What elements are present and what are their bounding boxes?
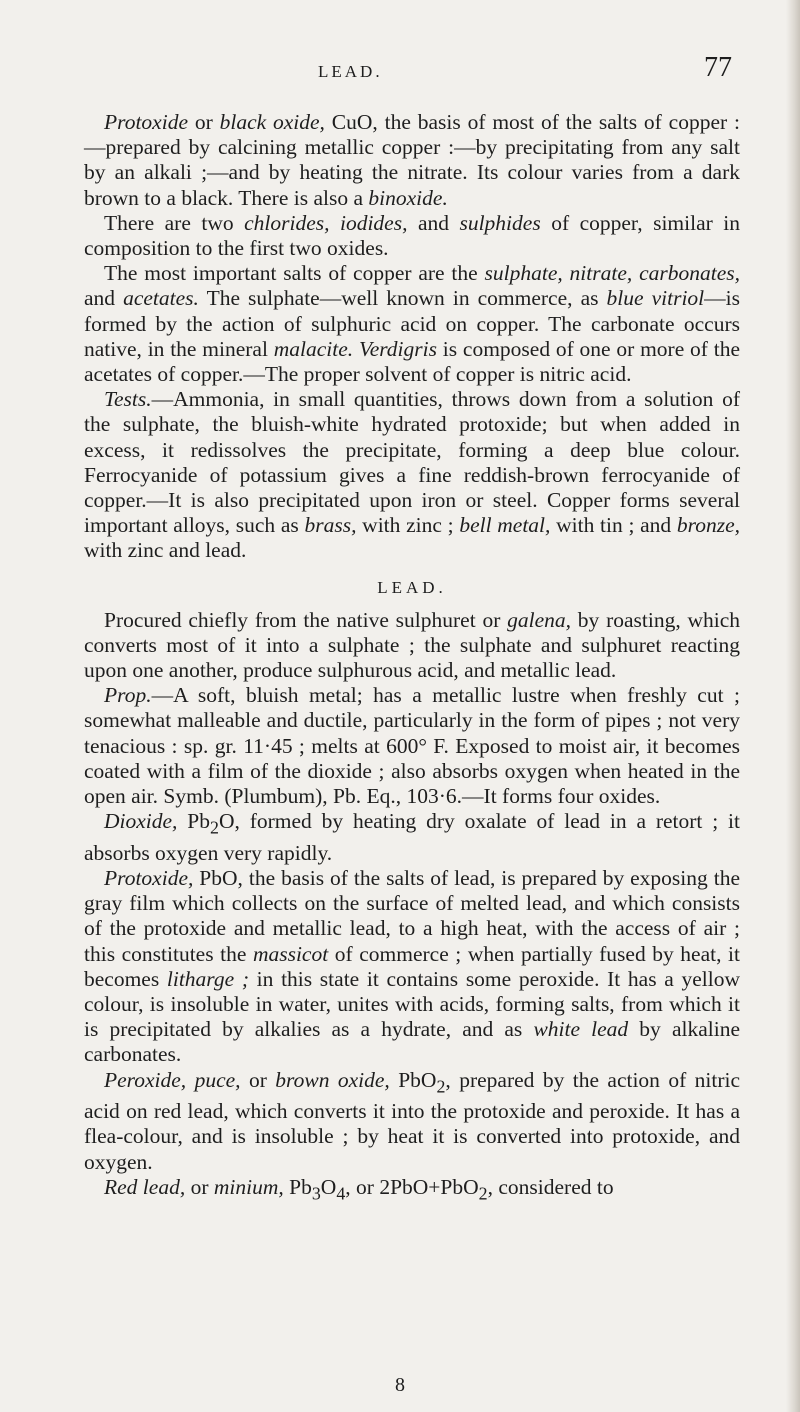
term-galena: galena, [507, 607, 572, 632]
term-red-lead: Red lead, [104, 1174, 186, 1199]
paragraph-red-lead [84, 1175, 740, 1207]
term-bronze: bronze, [676, 513, 740, 538]
subscript: 2 [210, 817, 219, 838]
term-tests: Tests. [104, 387, 152, 412]
term-litharge: litharge ; [166, 966, 250, 991]
text: PbO [389, 1067, 437, 1092]
text: is composed of one or more of the acetates of copper.—The proper solvent of copper is nitric acid. [84, 336, 741, 387]
text: or [240, 1067, 276, 1092]
text: , or 2PbO+PbO [345, 1174, 479, 1199]
paragraph-copper-salts [84, 261, 740, 387]
text: with zinc and lead. [84, 538, 247, 563]
term-sulphides: sulphides [459, 210, 541, 235]
signature-mark: 8 [395, 1374, 405, 1396]
text: O, formed by heating dry oxalate of lead in a retort ; it absorbs oxygen very rapidly. [84, 809, 741, 865]
text: of copper, similar in composition to the first two oxides. [84, 210, 741, 261]
term-dioxide: Dioxide, [104, 809, 178, 834]
term-brown-oxide: brown oxide, [275, 1067, 390, 1092]
paragraph-lead-dioxide [84, 809, 740, 866]
text: of commerce ; when partially fused by heat, it becomes [84, 941, 740, 991]
term-white-lead: white lead [533, 1017, 629, 1042]
paragraph-lead-procured [84, 608, 740, 684]
text: Procured chiefly from the native sulphuret or [104, 607, 508, 632]
term-blue-vitriol: blue vitriol [606, 286, 705, 311]
term-protoxide: Protoxide, [104, 865, 194, 890]
text: with zinc ; [356, 513, 460, 538]
paragraph-copper-protoxide [84, 110, 740, 211]
running-title: LEAD. [318, 62, 383, 81]
section-heading-lead: LEAD. [377, 577, 447, 597]
text: in this state it contains some peroxide. It has a yellow colour, is insoluble in water, unites with acids, forming salts, from which it is precipitated by alkalies as a hydrate, and as [84, 966, 740, 1042]
term-peroxide-puce: Peroxide, puce, [104, 1067, 241, 1092]
term-malacite: malacite. [273, 336, 354, 361]
text: , considered to [487, 1174, 614, 1199]
text: PbO, the basis of the salts of lead, is prepared by exposing the gray film which collects on the surface of melted lead, and which consists of the protoxide and metallic lead, to a high heat, with the access of air ; this constitutes the [84, 865, 740, 966]
text: Pb [177, 809, 210, 834]
term-protoxide: Protoxide [104, 110, 188, 134]
running-head [0, 52, 800, 92]
text: , prepared by the action of nitric acid on red lead, which converts it into the protoxide and peroxide. It has a flea-colour, and is insoluble ; by heat it is converted into protoxide, and oxygen. [84, 1067, 741, 1174]
text: CuO, the basis of most of the salts of copper :—prepared by calcining metallic copper :—by precipitating from any salt by an alkali ;—and by heating the nitrate. Its colour varies from a dark brown to a black. There is also a [84, 110, 740, 210]
text: —Ammonia, in small quantities, throws down from a solution of the sulphate, the bluish-white hydrated protoxide; but when added in excess, it redissolves the precipitate, forming a deep blue colour. Ferrocyanide of potassium gives a fine reddish-brown ferrocyanide of copper.—It is also precipitated upon iron or steel. Copper forms several important alloys, such as [84, 387, 740, 538]
paragraph-copper-chlorides [84, 211, 740, 261]
term-minium: minium, [213, 1174, 284, 1199]
text: Pb [283, 1174, 312, 1199]
subscript: 3 [311, 1183, 321, 1204]
text: —A soft, bluish metal; has a metallic lustre when freshly cut ; somewhat malleable and ductile, particularly in the form of pipes ; not very tenacious : sp. gr. 11·45 ; melts at 600° F. Exposed to moist air, it becomes coated with a film of the dioxide ; also absorbs oxygen when heated in the open air. Symb. (Plumbum), Pb. Eq., 103·6.—It forms four oxides. [84, 683, 740, 809]
page-number: 77 [704, 52, 732, 83]
paragraph-lead-protoxide [84, 866, 740, 1068]
term-black-oxide: black oxide, [219, 110, 325, 134]
paragraph-copper-tests [84, 387, 740, 563]
text: by roasting, which converts most of it into a sulphate ; the sulphate and sulphuret reacting upon one another, produce sulphurous acid, and metallic lead. [84, 607, 741, 683]
term-brass: brass, [304, 513, 357, 538]
text: with tin ; and [550, 513, 677, 538]
text: There are two [104, 210, 245, 235]
page-spine-shadow [786, 0, 800, 1412]
text: The most important salts of copper are the [104, 261, 485, 286]
subscript: 4 [336, 1183, 346, 1204]
text: or [185, 1174, 214, 1199]
term-acetates: acetates. [123, 286, 199, 311]
term-salts: sulphate, nitrate, carbonates, [484, 261, 740, 286]
text: O [320, 1174, 337, 1199]
paragraph-lead-peroxide [84, 1068, 740, 1175]
term-binoxide: binoxide. [368, 185, 448, 210]
term-chlorides-iodides: chlorides, iodides, [244, 210, 408, 235]
text: The sulphate—well known in commerce, as [198, 286, 607, 311]
term-bell-metal: bell metal, [459, 513, 551, 538]
subscript: 2 [478, 1183, 488, 1204]
text: and [84, 286, 124, 311]
text: by alkaline carbonates. [84, 1017, 740, 1067]
paragraph-lead-properties [84, 683, 740, 809]
text: and [407, 210, 460, 235]
subscript: 2 [436, 1075, 446, 1096]
term-prop: Prop. [104, 683, 152, 708]
text: —is formed by the action of sulphuric acid on copper. The carbonate occurs native, in the mineral [84, 286, 740, 361]
text: or [187, 110, 220, 134]
term-verdigris: Verdigris [358, 336, 437, 361]
term-massicot: massicot [252, 941, 329, 966]
body-text [84, 110, 740, 1206]
